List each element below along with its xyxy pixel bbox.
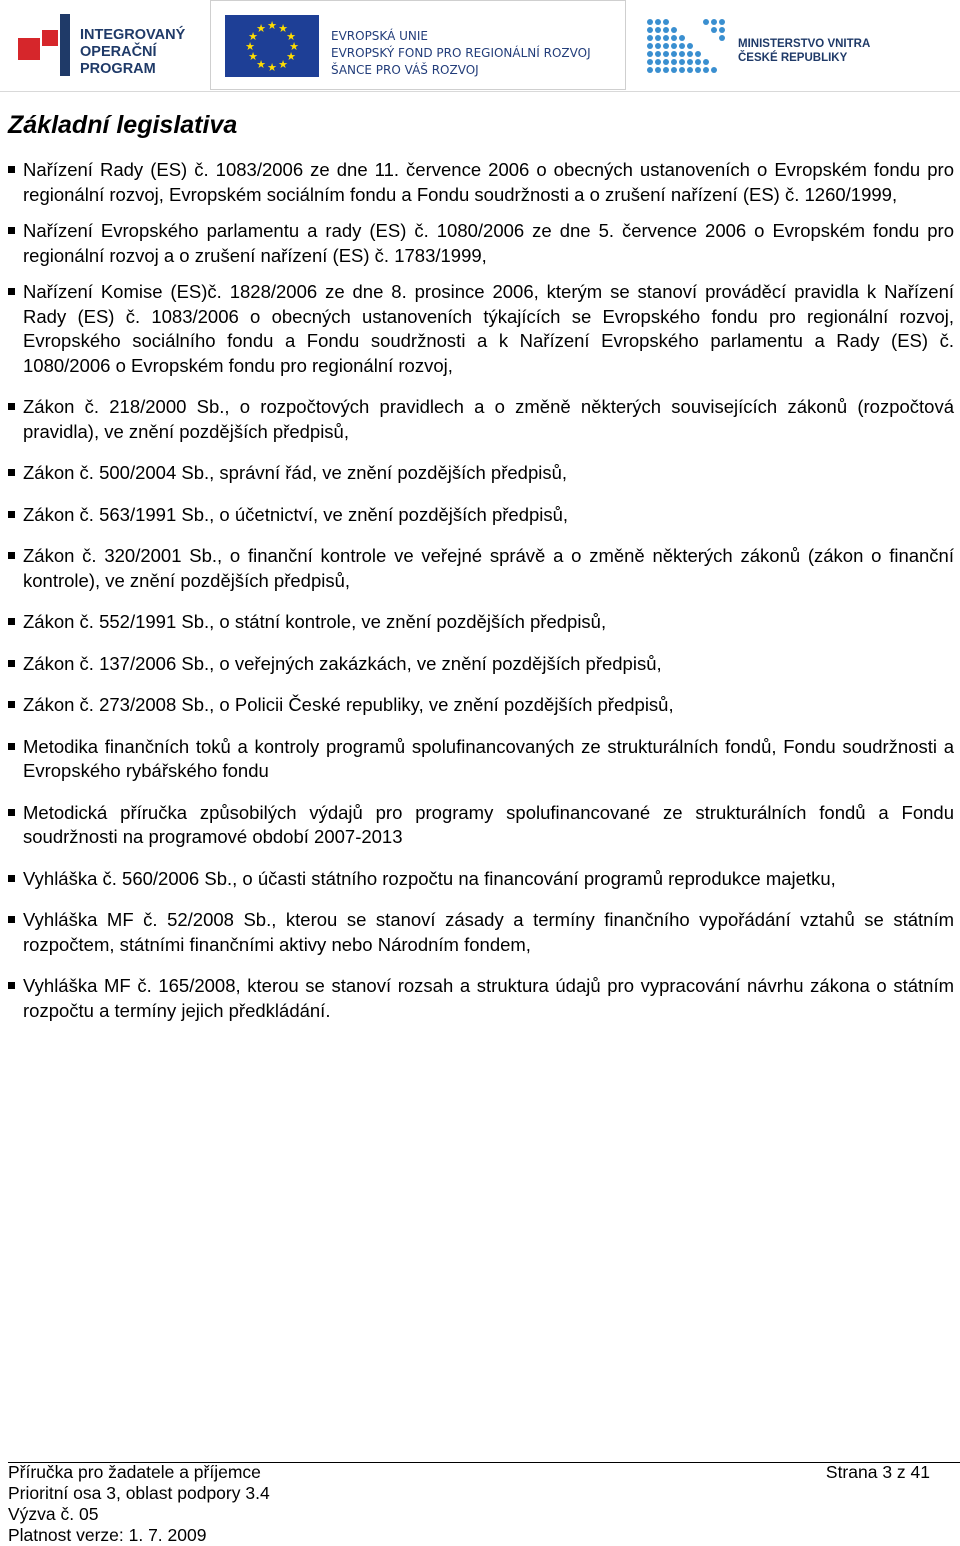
page-number: Strana 3 z 41 bbox=[825, 1462, 930, 1482]
square-bullet-icon bbox=[8, 288, 15, 295]
mv-logo-line2: ČESKÉ REPUBLIKY bbox=[738, 52, 848, 64]
list-item-text: Vyhláška MF č. 52/2008 Sb., kterou se stanoví zásady a termíny finančního vypořádání vztahů se státním rozpočtem, státními finančními aktivy nebo Národním fondem, bbox=[23, 909, 954, 955]
svg-text:★: ★ bbox=[286, 30, 296, 43]
eu-logo-line2: EVROPSKÝ FOND PRO REGIONÁLNÍ ROZVOJ bbox=[331, 46, 591, 60]
iop-logo-navy-bar bbox=[60, 14, 70, 76]
list-item-text: Zákon č. 137/2006 Sb., o veřejných zakázkách, ve znění pozdějších předpisů, bbox=[23, 652, 662, 674]
list-item bbox=[8, 544, 954, 593]
mv-logo bbox=[640, 0, 960, 90]
svg-text:★: ★ bbox=[267, 61, 277, 74]
eu-logo bbox=[211, 1, 625, 89]
square-bullet-icon bbox=[8, 809, 15, 816]
header-divider bbox=[0, 91, 960, 92]
square-bullet-icon bbox=[8, 552, 15, 559]
square-bullet-icon bbox=[8, 982, 15, 989]
list-item-text: Vyhláška MF č. 165/2008, kterou se stanoví rozsah a struktura údajů pro vypracování návrhu zákona o státním rozpočtu a termíny jejich předkládání. bbox=[23, 975, 954, 1021]
square-bullet-icon bbox=[8, 701, 15, 708]
square-bullet-icon bbox=[8, 743, 15, 750]
list-item bbox=[8, 219, 954, 268]
square-bullet-icon bbox=[8, 916, 15, 923]
square-bullet-icon bbox=[8, 511, 15, 518]
list-item bbox=[8, 735, 954, 784]
iop-logo-line1: INTEGROVANÝ bbox=[80, 27, 186, 43]
square-bullet-icon bbox=[8, 618, 15, 625]
list-item bbox=[8, 461, 954, 486]
eu-logo-box bbox=[210, 0, 626, 90]
svg-text:★: ★ bbox=[278, 22, 288, 35]
list-item bbox=[8, 908, 954, 957]
eu-logo-line1: EVROPSKÁ UNIE bbox=[331, 29, 428, 43]
square-bullet-icon bbox=[8, 660, 15, 667]
svg-text:★: ★ bbox=[256, 58, 266, 71]
document-body bbox=[8, 110, 954, 1040]
iop-logo-red-square bbox=[42, 30, 58, 46]
footer-document-title: Příručka pro žadatele a příjemce bbox=[8, 1462, 261, 1482]
footer-call-number: Výzva č. 05 bbox=[8, 1504, 99, 1524]
iop-logo-red-square bbox=[18, 38, 40, 60]
page-footer bbox=[8, 1462, 960, 1546]
iop-logo-line3: PROGRAM bbox=[80, 61, 156, 77]
list-item-text: Zákon č. 273/2008 Sb., o Policii České republiky, ve znění pozdějších předpisů, bbox=[23, 694, 674, 715]
list-item-text: Nařízení Rady (ES) č. 1083/2006 ze dne 11. července 2006 o obecných ustanoveních o Evropském fondu pro regionální rozvoj, Evropském sociálním fondu a Fondu soudržnosti a o zrušení nařízení (ES) č. 1260/1999, bbox=[23, 159, 954, 205]
svg-text:★: ★ bbox=[286, 50, 296, 63]
list-item-text: Zákon č. 218/2000 Sb., o rozpočtových pravidlech a o změně některých souvisejících zákonů (rozpočtová pravidla), ve znění pozdějších předpisů, bbox=[23, 396, 954, 442]
footer-row bbox=[8, 1462, 960, 1483]
list-item bbox=[8, 974, 954, 1023]
page-header bbox=[0, 0, 960, 92]
list-item bbox=[8, 610, 954, 635]
mv-dots-icon bbox=[647, 19, 725, 73]
list-item-text: Zákon č. 552/1991 Sb., o státní kontrole, ve znění pozdějších předpisů, bbox=[23, 611, 607, 632]
square-bullet-icon bbox=[8, 403, 15, 410]
square-bullet-icon bbox=[8, 469, 15, 476]
list-item-text: Metodika finančních toků a kontroly programů spolufinancovaných ze strukturálních fondů, Fondu soudržnosti a Evropského rybářského fondu bbox=[23, 735, 954, 781]
list-item-text: Zákon č. 563/1991 Sb., o účetnictví, ve znění pozdějších předpisů, bbox=[23, 503, 569, 525]
list-item bbox=[8, 395, 954, 444]
list-item bbox=[8, 867, 954, 892]
list-item-text: Nařízení Komise (ES)č. 1828/2006 ze dne 8. prosince 2006, kterým se stanoví prováděcí pravidla k Nařízení Rady (ES) č. 1083/2006 o obecných ustanoveních týkajících se Evropského fondu pro regionální rozvoj, Evropského sociálního fondu a Fondu soudržnosti a k Nařízení Evropského parlamentu a Rady (ES) č. 1080/2006 o Evropském fondu pro regionální rozvoj, bbox=[23, 281, 954, 376]
legislation-list bbox=[8, 158, 954, 1023]
list-item bbox=[8, 503, 954, 528]
footer-priority-axis: Prioritní osa 3, oblast podpory 3.4 bbox=[8, 1483, 270, 1503]
list-item-text: Zákon č. 500/2004 Sb., správní řád, ve znění pozdějších předpisů, bbox=[23, 462, 568, 483]
list-item bbox=[8, 801, 954, 850]
svg-text:★: ★ bbox=[245, 40, 255, 53]
list-item bbox=[8, 693, 954, 718]
square-bullet-icon bbox=[8, 875, 15, 882]
iop-logo bbox=[0, 0, 210, 90]
iop-logo-line2: OPERAČNÍ bbox=[80, 44, 157, 60]
square-bullet-icon bbox=[8, 227, 15, 234]
svg-text:★: ★ bbox=[256, 22, 266, 35]
svg-text:★: ★ bbox=[267, 19, 277, 32]
svg-text:★: ★ bbox=[248, 30, 258, 43]
square-bullet-icon bbox=[8, 166, 15, 173]
list-item bbox=[8, 158, 954, 207]
mv-logo-line1: MINISTERSTVO VNITRA bbox=[738, 38, 871, 50]
page-title: Základní legislativa bbox=[8, 111, 238, 139]
svg-text:★: ★ bbox=[278, 58, 288, 71]
eu-logo-line3: ŠANCE PRO VÁŠ ROZVOJ bbox=[331, 63, 479, 77]
list-item-text: Vyhláška č. 560/2006 Sb., o účasti státního rozpočtu na financování programů reprodukce majetku, bbox=[23, 867, 836, 889]
list-item-text: Metodická příručka způsobilých výdajů pro programy spolufinancované ze strukturálních fondů a Fondu soudržnosti na programové období 2007-2013 bbox=[23, 801, 954, 847]
footer-version: Platnost verze: 1. 7. 2009 bbox=[8, 1525, 207, 1545]
list-item-text: Zákon č. 320/2001 Sb., o finanční kontrole ve veřejné správě a o změně některých zákonů (zákon o finanční kontrole), ve znění pozdějších předpisů, bbox=[23, 545, 954, 591]
svg-text:★: ★ bbox=[248, 50, 258, 63]
list-item bbox=[8, 652, 954, 677]
list-item bbox=[8, 280, 954, 378]
list-item-text: Nařízení Evropského parlamentu a rady (ES) č. 1080/2006 ze dne 5. července 2006 o Evropském fondu pro regionální rozvoj a o zrušení nařízení (ES) č. 1783/1999, bbox=[23, 220, 954, 266]
svg-text:★: ★ bbox=[289, 40, 299, 53]
